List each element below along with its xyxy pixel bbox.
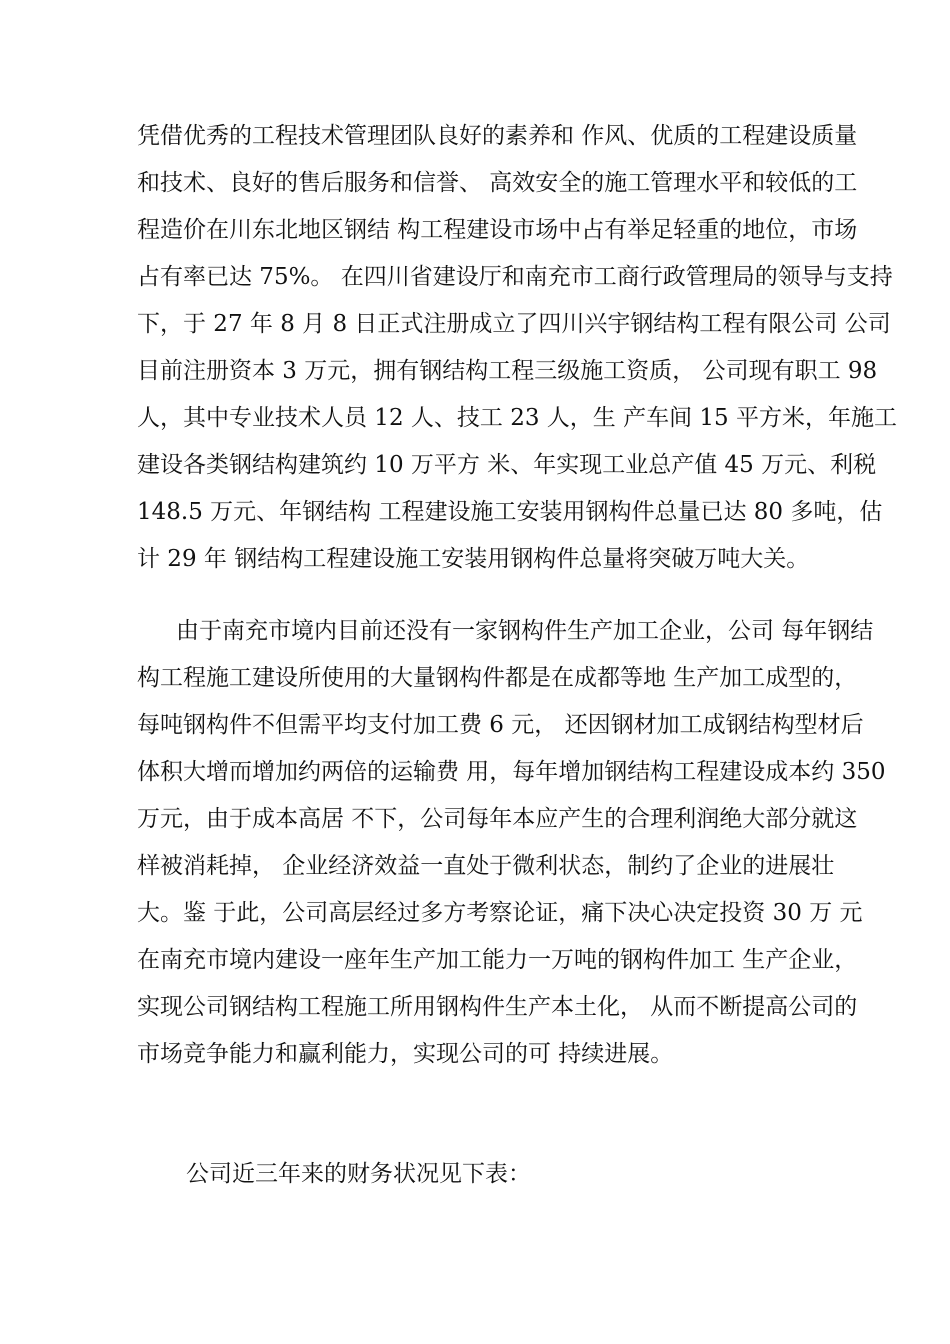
text-line: 万元，由于成本高居 不下，公司每年本应产生的合理利润绝大部分就这 [137,806,858,832]
text-line: 大。鉴 于此，公司高层经过多方考察论证，痛下决心决定投资 30 万 元 [137,900,863,926]
text-line: 体积大增而增加约两倍的运输费 用，每年增加钢结构工程建设成本约 350 [137,759,886,785]
text-line: 目前注册资本 3 万元，拥有钢结构工程三级施工资质， 公司现有职工 98 [137,358,878,384]
text-line: 占有率已达 75%。 在四川省建设厅和南充市工商行政管理局的领导与支持 [137,264,893,290]
text-line: 计 29 年 钢结构工程建设施工安装用钢构件总量将突破万吨大关。 [137,546,810,572]
text-line: 每吨钢构件不但需平均支付加工费 6 元， 还因钢材加工成钢结构型材后 [137,712,864,738]
text-line: 在南充市境内建设一座年生产加工能力一万吨的钢构件加工 生产企业， [137,947,858,973]
text-line: 148.5 万元、年钢结构 工程建设施工安装用钢构件总量已达 80 多吨，估 [137,499,883,525]
text-line: 下，于 27 年 8 月 8 日正式注册成立了四川兴宇钢结构工程有限公司 公司 [137,311,891,337]
text-line: 实现公司钢结构工程施工所用钢构件生产本土化， 从而不断提高公司的 [137,994,858,1020]
text-line: 人，其中专业技术人员 12 人、技工 23 人，生 产车间 15 平方米，年施工 [137,405,897,431]
text-line: 构工程施工建设所使用的大量钢构件都是在成都等地 生产加工成型的， [137,665,858,691]
text-line: 程造价在川东北地区钢结 构工程建设市场中占有举足轻重的地位，市场 [137,217,858,243]
text-line: 由于南充市境内目前还没有一家钢构件生产加工企业，公司 每年钢结 [176,618,874,644]
text-line: 和技术、良好的售后服务和信誉、 高效安全的施工管理水平和较低的工 [137,170,858,196]
text-line: 凭借优秀的工程技术管理团队良好的素养和 作风、优质的工程建设质量 [137,123,858,149]
text-line: 建设各类钢结构建筑约 10 万平方 米、年实现工业总产值 45 万元、利税 [137,452,877,478]
text-line: 市场竞争能力和赢利能力，实现公司的可 持续进展。 [137,1041,674,1067]
table-intro-text: 公司近三年来的财务状况见下表： [186,1161,531,1187]
text-line: 样被消耗掉， 企业经济效益一直处于微利状态，制约了企业的进展壮 [137,853,835,879]
